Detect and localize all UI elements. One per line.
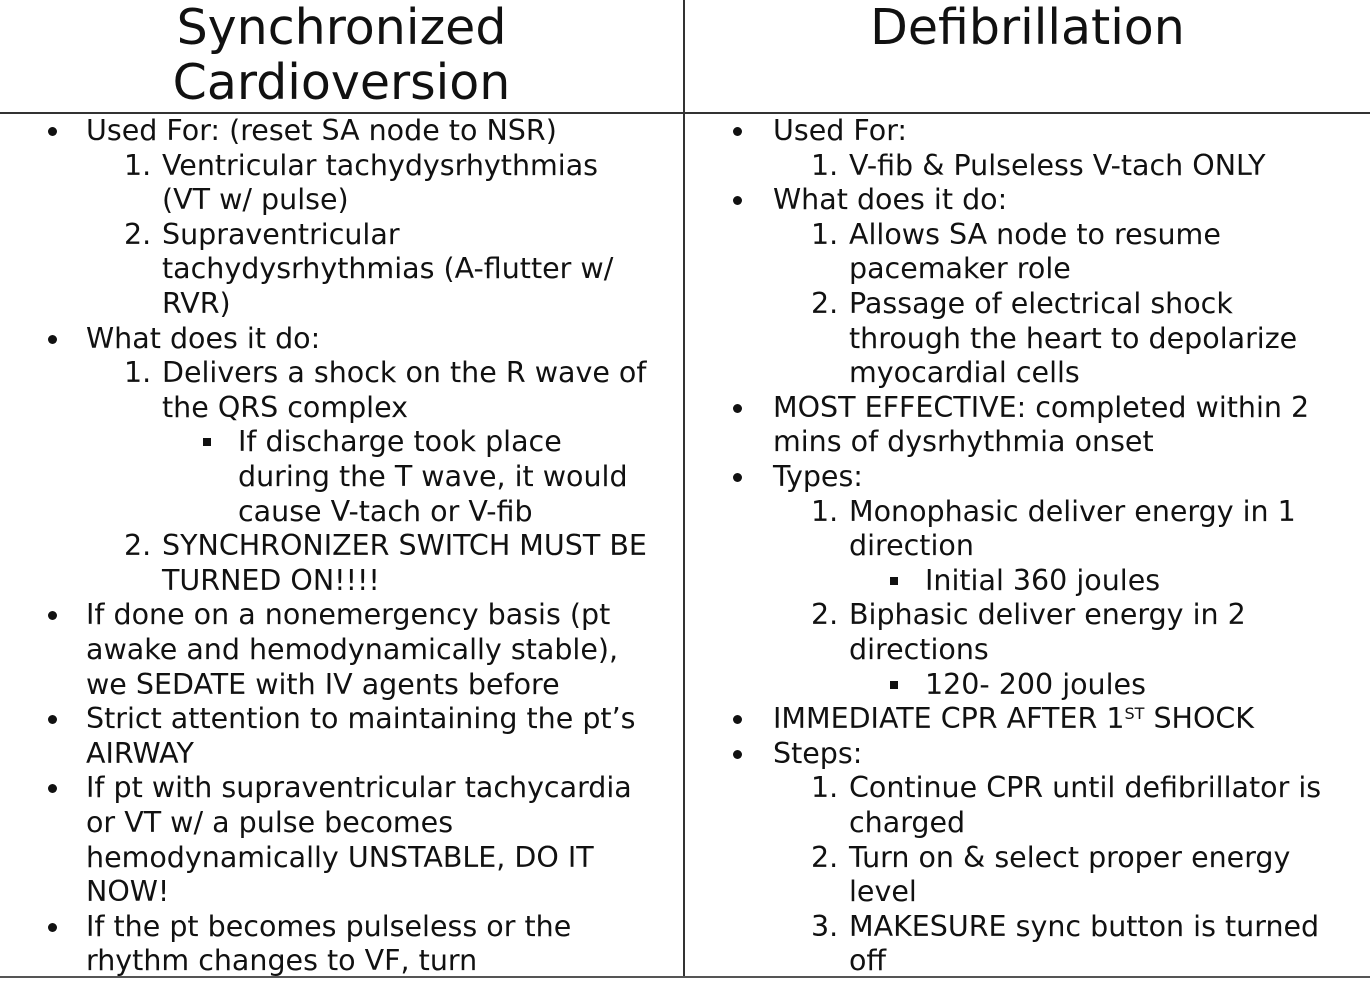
list-text: pacemaker role [849, 252, 1071, 286]
list-text: Biphasic deliver energy in 2 [849, 598, 1246, 632]
list-line [685, 910, 1370, 945]
list-line [685, 771, 1370, 806]
header-synchronized-cardioversion [0, 0, 683, 112]
list-line [0, 218, 683, 253]
list-text: Delivers a shock on the R wave of [162, 356, 647, 390]
list-text: AIRWAY [86, 736, 194, 770]
list-line [0, 391, 683, 426]
list-text: Turn on & select proper energy [849, 840, 1291, 874]
list-line [0, 737, 683, 772]
list-line [685, 598, 1370, 633]
list-line [0, 183, 683, 218]
list-text: through the heart to depolarize [849, 321, 1298, 355]
list-line [0, 495, 683, 530]
bullet-icon [733, 127, 742, 136]
list-line [0, 149, 683, 184]
list-number: 2. [811, 287, 839, 320]
list-text: What does it do: [86, 321, 321, 355]
list-line [685, 252, 1370, 287]
list-text: MAKESURE sync button is turned [849, 909, 1320, 943]
list-line [685, 668, 1370, 703]
list-number: 2. [124, 529, 152, 563]
list-text: MOST EFFECTIVE: completed within 2 [773, 390, 1310, 424]
list-line [0, 806, 683, 841]
list-text: Used For: [773, 114, 908, 147]
list-number: 1. [811, 217, 839, 251]
list-text: awake and hemodynamically stable), [86, 633, 619, 666]
list-text: If pt with supraventricular tachycardia [86, 771, 632, 805]
list-line [0, 460, 683, 495]
list-text: Continue CPR until defibrillator is [849, 771, 1322, 805]
square-bullet-icon [203, 438, 211, 446]
list-number: 2. [811, 840, 839, 874]
list-text: hemodynamically UNSTABLE, DO IT [86, 840, 594, 874]
list-text: tachydysrhythmias (A-flutter w/ [162, 252, 614, 286]
list-text: Supraventricular [162, 217, 400, 251]
list-text: What does it do: [773, 183, 1008, 217]
list-line [0, 252, 683, 287]
list-line [0, 841, 683, 876]
list-text: If the pt becomes pulseless or the [86, 909, 572, 943]
list-line [0, 564, 683, 599]
header-divider [0, 112, 1370, 114]
bullet-icon [48, 611, 57, 620]
list-text: mins of dysrhythmia onset [773, 425, 1154, 459]
list-text: NOW! [86, 875, 170, 909]
bullet-icon [733, 473, 742, 482]
list-line [685, 287, 1370, 322]
bullet-icon [48, 335, 57, 344]
list-line [685, 737, 1370, 772]
list-line [685, 944, 1370, 976]
bullet-icon [48, 127, 57, 136]
header-line: Cardioversion [172, 54, 511, 111]
list-line [0, 356, 683, 391]
list-number: 1. [811, 148, 839, 182]
list-text: direction [849, 529, 974, 563]
list-line [0, 702, 683, 737]
list-text: Strict attention to maintaining the pt’s [86, 702, 636, 736]
list-line [685, 460, 1370, 495]
bullet-icon [48, 715, 57, 724]
bullet-icon [733, 404, 742, 413]
list-line [685, 702, 1370, 737]
list-text: IMMEDIATE CPR AFTER 1ST SHOCK [773, 702, 1254, 736]
list-text: myocardial cells [849, 356, 1080, 390]
list-text: off [849, 944, 887, 976]
list-text: Monophasic deliver energy in 1 [849, 494, 1296, 528]
list-text: 120- 200 joules [925, 667, 1146, 701]
list-number: 2. [811, 598, 839, 632]
right-column-content [685, 114, 1370, 976]
list-line [0, 425, 683, 460]
list-text: during the T wave, it would [238, 460, 628, 493]
list-text: V-fib & Pulseless V-tach ONLY [849, 148, 1266, 182]
bullet-icon [733, 750, 742, 759]
list-line [0, 668, 683, 703]
list-text: RVR) [162, 287, 231, 320]
column-divider [683, 0, 685, 978]
list-line [685, 564, 1370, 599]
bullet-icon [48, 784, 57, 793]
square-bullet-icon [890, 577, 898, 585]
list-text: charged [849, 806, 966, 839]
list-line [0, 598, 683, 633]
list-text: (VT w/ pulse) [162, 183, 349, 217]
list-text: cause V-tach or V-fib [238, 494, 533, 528]
list-line [0, 910, 683, 945]
list-text: level [849, 875, 917, 909]
list-number: 2. [124, 217, 152, 251]
bullet-icon [733, 196, 742, 205]
list-line [685, 529, 1370, 564]
bottom-border [0, 976, 1370, 978]
list-line [685, 806, 1370, 841]
bullet-icon [48, 923, 57, 932]
list-text: or VT w/ a pulse becomes [86, 806, 454, 839]
list-text: Initial 360 joules [925, 563, 1161, 597]
list-line [685, 425, 1370, 460]
list-line [0, 771, 683, 806]
list-text: Types: [773, 460, 863, 493]
list-line [685, 149, 1370, 184]
list-line [0, 633, 683, 668]
list-text: If discharge took place [238, 425, 562, 459]
list-line [0, 875, 683, 910]
list-line [0, 287, 683, 322]
list-text: Ventricular tachydysrhythmias [162, 148, 599, 182]
list-text: we SEDATE with IV agents before [86, 667, 560, 701]
list-line [0, 944, 683, 976]
list-text: If done on a nonemergency basis (pt [86, 598, 611, 632]
list-line [0, 322, 683, 357]
bullet-icon [733, 715, 742, 724]
list-text: the QRS complex [162, 390, 408, 424]
list-line [685, 218, 1370, 253]
list-text: Passage of electrical shock [849, 287, 1233, 320]
list-text: Steps: [773, 736, 863, 770]
list-line [685, 356, 1370, 391]
list-line [685, 114, 1370, 149]
list-line [0, 529, 683, 564]
list-number: 3. [811, 909, 839, 943]
list-number: 1. [124, 148, 152, 182]
list-line [685, 875, 1370, 910]
list-number: 1. [811, 771, 839, 805]
list-text: rhythm changes to VF, turn [86, 944, 478, 976]
header-defibrillation [685, 0, 1370, 112]
header-line: Defibrillation [870, 0, 1185, 56]
list-line [685, 183, 1370, 218]
left-column-content [0, 114, 683, 976]
list-text: Used For: (reset SA node to NSR) [86, 114, 557, 147]
header-line: Synchronized [176, 0, 507, 56]
list-number: 1. [811, 494, 839, 528]
list-line [685, 633, 1370, 668]
list-line [685, 495, 1370, 530]
list-line [685, 391, 1370, 426]
list-line [685, 841, 1370, 876]
list-text: directions [849, 633, 989, 666]
list-number: 1. [124, 356, 152, 390]
list-text: Allows SA node to resume [849, 217, 1221, 251]
list-line [0, 114, 683, 149]
square-bullet-icon [890, 681, 898, 689]
list-text: SYNCHRONIZER SWITCH MUST BE [162, 529, 647, 563]
list-text: TURNED ON!!!! [162, 563, 380, 597]
superscript: ST [1124, 704, 1145, 724]
list-line [685, 322, 1370, 357]
